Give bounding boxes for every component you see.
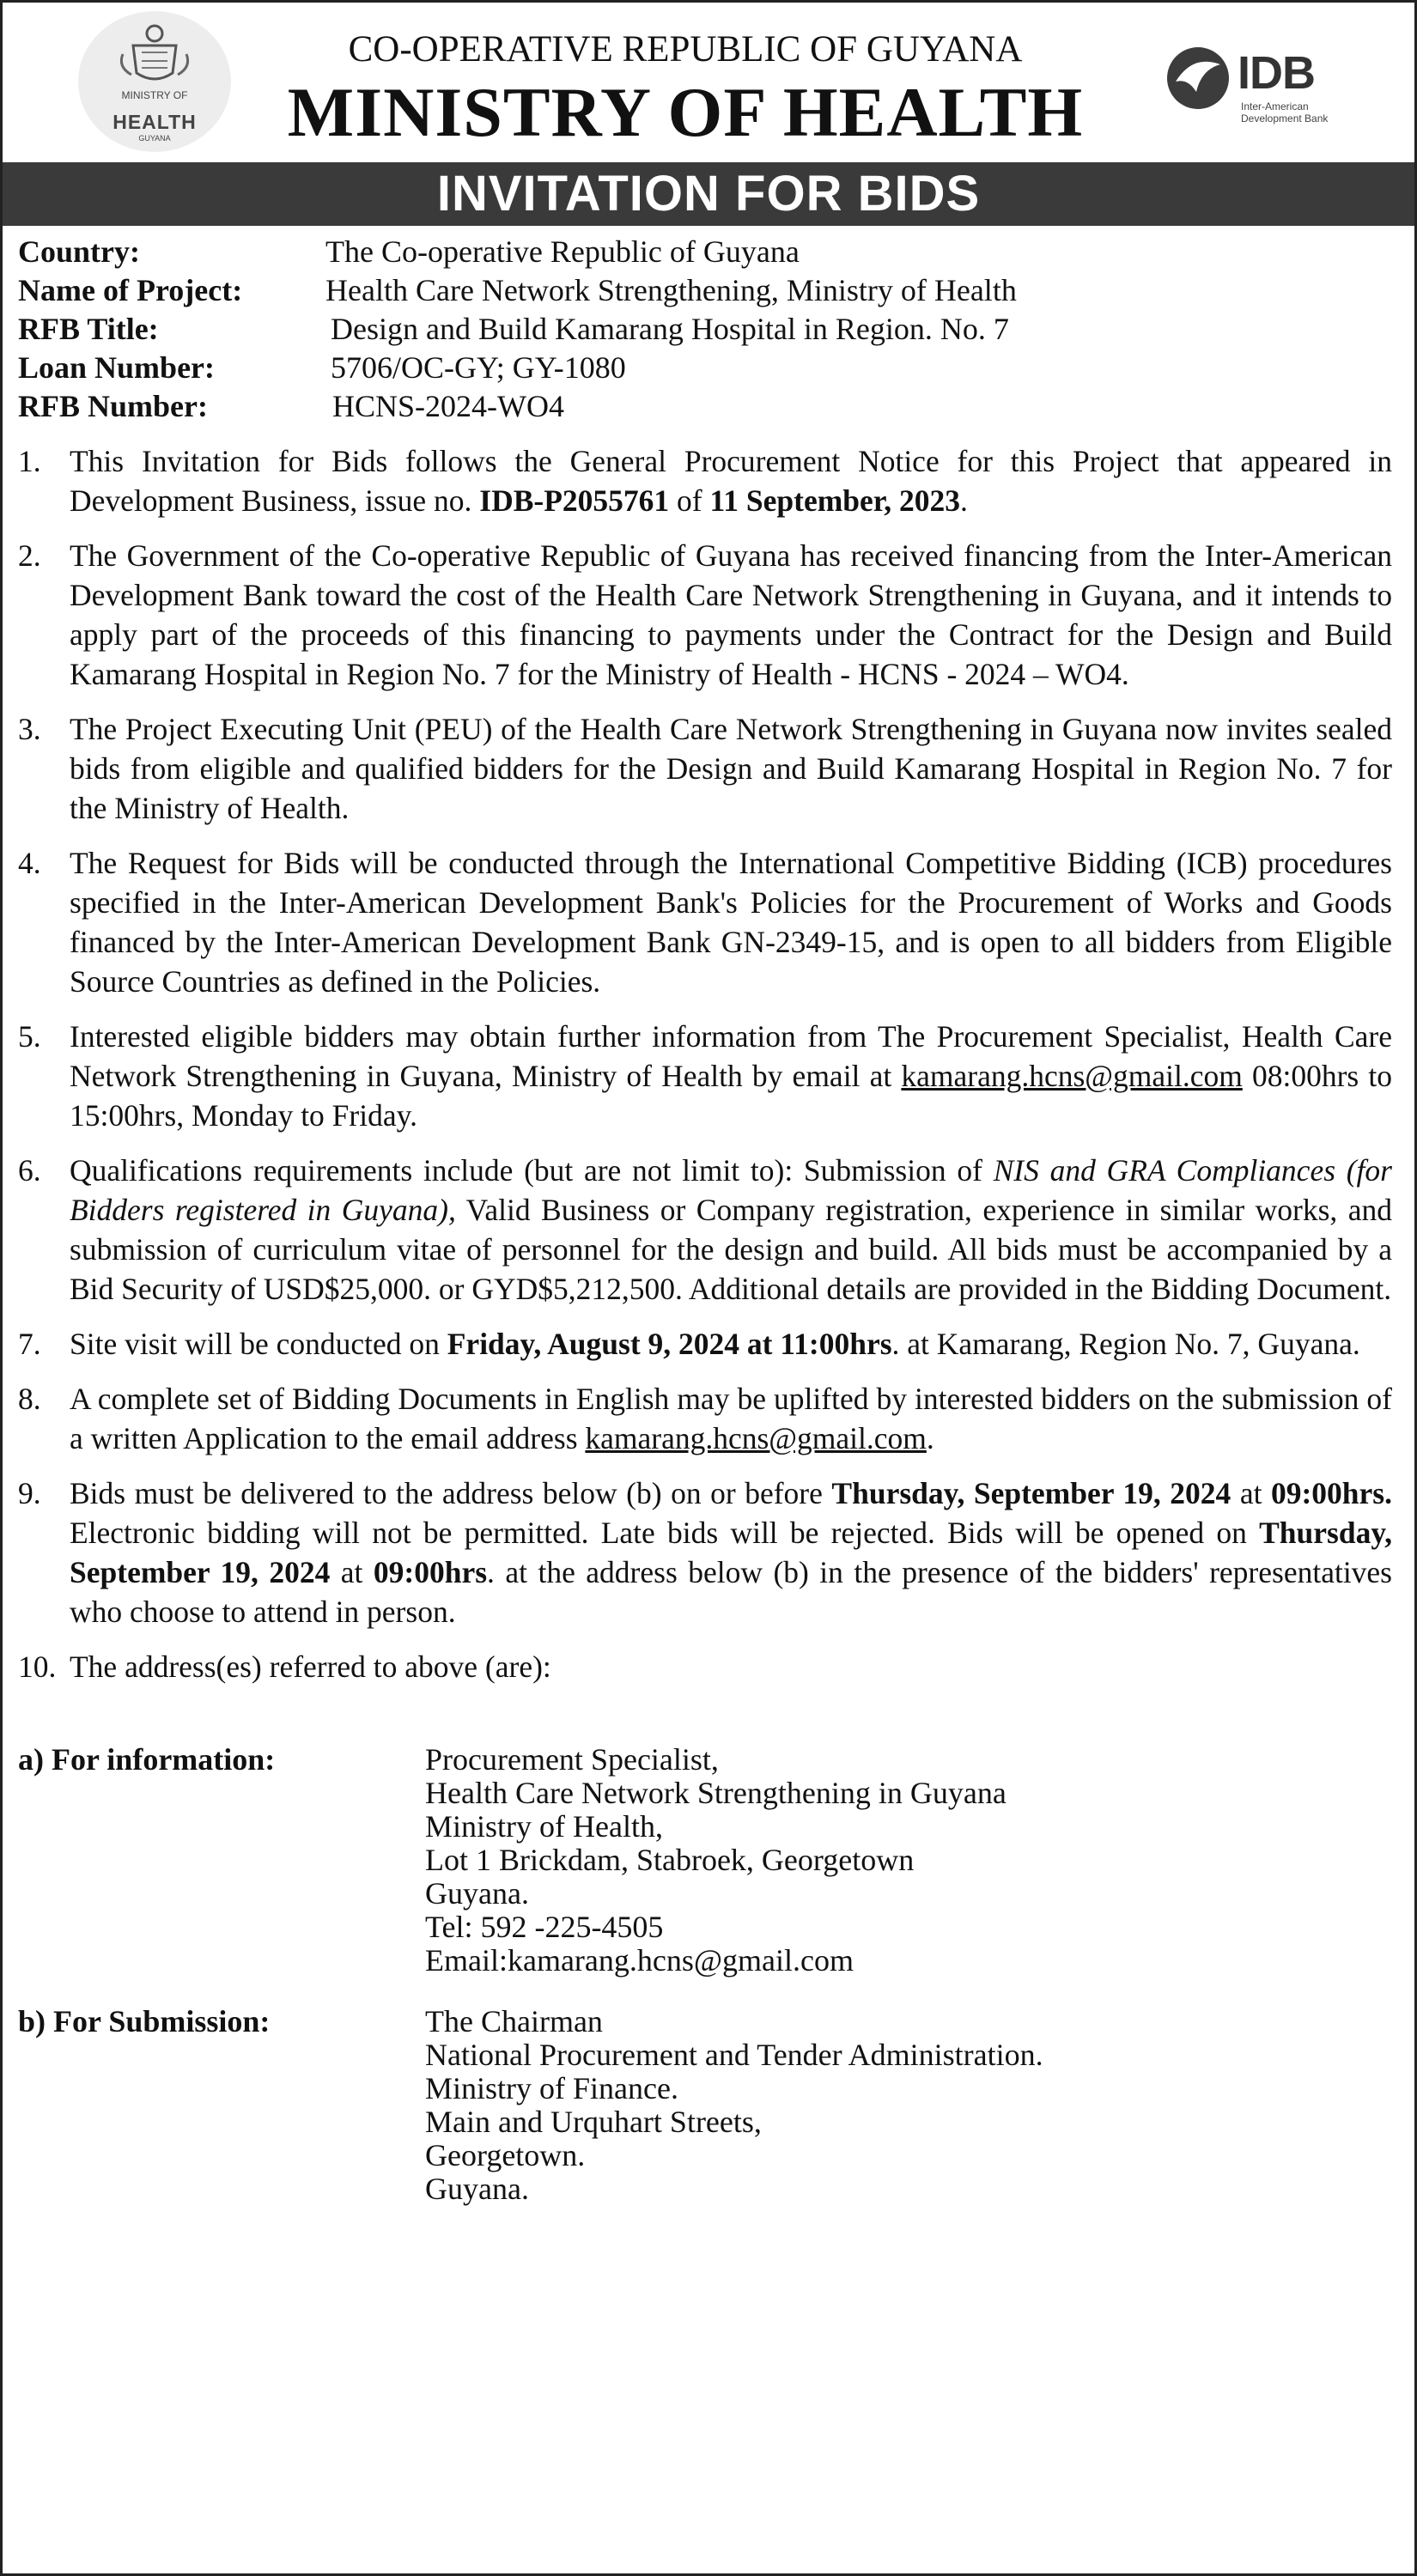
text-span: at	[1231, 1476, 1271, 1510]
text-span: Valid Business or Company registration, experience in similar works, and submission of curriculum vitae of personnel for the design and build. All bids must be accompanied by a Bid Security of USD$25,000. or GYD$5,212,500. Additional details are provided in the Bidding Document.	[70, 1193, 1392, 1306]
address-label: a) For information:	[18, 1742, 276, 1777]
text-span: at	[330, 1555, 374, 1589]
idb-logo	[1164, 44, 1353, 147]
address-line: Tel: 592 -225-4505	[425, 1910, 664, 1944]
clause-9	[18, 1473, 1392, 1631]
address-lines	[425, 2005, 1392, 2206]
text-span: 08:00hrs to 15:00hrs, Monday to Friday.	[70, 1059, 1393, 1133]
clause-text	[70, 1379, 1392, 1458]
email-link[interactable]: kamarang.hcns@gmail.com	[901, 1059, 1243, 1093]
address-line: Email:kamarang.hcns@gmail.com	[425, 1943, 854, 1978]
address-line: Ministry of Finance.	[425, 2071, 678, 2105]
address-line: Procurement Specialist,	[425, 1742, 719, 1777]
clause-number: 7.	[18, 1327, 41, 1361]
text-span: Electronic bidding will not be permitted. Late bids will be rejected. Bids will be opened on	[70, 1516, 1260, 1550]
address-lines	[425, 1743, 1392, 1978]
idb-subtitle-line-1: Inter-American	[1241, 100, 1309, 112]
meta-row-country	[18, 233, 1392, 271]
text-span: This Invitation for Bids follows the General Procurement Notice for this Project that appeared in Development Business, issue no.	[70, 444, 1392, 518]
clause-7	[18, 1324, 1392, 1364]
clause-number: 5.	[18, 1019, 41, 1054]
clause-text	[70, 1324, 1392, 1364]
meta-value: 5706/OC-GY; GY-1080	[331, 350, 626, 385]
address-submission	[18, 2005, 1392, 2206]
clause-text: The address(es) referred to above (are):	[70, 1649, 551, 1684]
text-span: Site visit will be conducted on	[70, 1327, 447, 1361]
logo-health-text: HEALTH	[113, 111, 197, 133]
text-span: of	[669, 483, 710, 518]
text-span: Bids must be delivered to the address below (b) on or before	[70, 1476, 832, 1510]
header	[3, 3, 1414, 162]
idb-mark-icon	[1164, 44, 1232, 112]
deadline-date: Thursday, September 19, 2024	[831, 1476, 1232, 1510]
address-line: Guyana.	[425, 1876, 529, 1911]
idb-subtitle-line-2: Development Bank	[1241, 112, 1329, 125]
text-span: . at the address below (b) in the presence of the bidders' representatives who choose to attend in person.	[70, 1555, 1392, 1629]
clause-number: 9.	[18, 1476, 41, 1510]
idb-subtitle	[1241, 100, 1361, 125]
clause-number: 6.	[18, 1153, 41, 1188]
address-line: Main and Urquhart Streets,	[425, 2105, 762, 2139]
meta-row-project-name	[18, 271, 1392, 310]
meta-row-rfb-number	[18, 387, 1392, 426]
clause-number: 8.	[18, 1382, 41, 1416]
meta-row-rfb-title	[18, 310, 1392, 349]
clause-text	[70, 1473, 1392, 1631]
site-visit-date: Friday, August 9, 2024 at 11:00hrs	[447, 1327, 892, 1361]
clause-8	[18, 1379, 1392, 1458]
meta-label: Name of Project:	[18, 273, 243, 307]
clause-text: The Request for Bids will be conducted through the International Competitive Bidding (ICB) procedures specified in the Inter-American Development Bank's Policies for the Procurement of Works and Goods financed by the Inter-American Development Bank GN-2349-15, and is open to all bidders from Eligible Source Countries as defined in the Policies.	[70, 846, 1392, 999]
clause-number: 4.	[18, 846, 41, 880]
meta-label: RFB Number:	[18, 389, 208, 423]
email-link[interactable]: kamarang.hcns@gmail.com	[585, 1421, 927, 1455]
address-line: Guyana.	[425, 2172, 529, 2206]
text-span: . at Kamarang, Region No. 7, Guyana.	[891, 1327, 1360, 1361]
meta-row-loan-number	[18, 349, 1392, 387]
country-heading: CO-OPERATIVE REPUBLIC OF GUYANA	[348, 29, 1023, 70]
clause-number: 3.	[18, 712, 41, 746]
ministry-heading: MINISTRY OF HEALTH	[287, 73, 1084, 151]
compliance-text: NIS and GRA Compliances (for Bidders registered in Guyana),	[70, 1153, 1392, 1227]
opening-date: Thursday, September 19, 2024	[70, 1516, 1392, 1589]
address-line: Lot 1 Brickdam, Stabroek, Georgetown	[425, 1843, 915, 1877]
clause-text	[70, 1151, 1392, 1309]
meta-label: Loan Number:	[18, 350, 216, 385]
address-line: Ministry of Health,	[425, 1809, 663, 1844]
text-span: .	[926, 1421, 934, 1455]
clause-10	[18, 1647, 1392, 1686]
clause-4	[18, 843, 1392, 1001]
clause-text: The Government of the Co-operative Republic of Guyana has received financing from the Inter-American Development Bank toward the cost of the Health Care Network Strengthening in Guyana, and it intends to apply part of the proceeds of this financing to payments under the Contract for the Design and Build Kamarang Hospital in Region No. 7 for the Ministry of Health - HCNS - 2024 – WO4.	[70, 538, 1392, 691]
logo-ministry-of-text: MINISTRY OF	[121, 89, 188, 101]
address-label: b) For Submission:	[18, 2004, 271, 2038]
notice-body	[3, 233, 1414, 2206]
clause-text	[70, 441, 1392, 520]
project-details	[18, 233, 1392, 426]
text-span: .	[960, 483, 968, 518]
meta-value: HCNS-2024-WO4	[332, 389, 564, 423]
meta-value: Design and Build Kamarang Hospital in Region. No. 7	[331, 312, 1009, 346]
logo-guyana-text: GUYANA	[138, 134, 171, 143]
idb-wordmark: IDB	[1238, 47, 1315, 99]
clause-5	[18, 1017, 1392, 1135]
text-span: Qualifications requirements include (but are not limit to): Submission of	[70, 1153, 994, 1188]
address-line: The Chairman	[425, 2004, 603, 2038]
address-line: Health Care Network Strengthening in Guyana	[425, 1776, 1006, 1810]
clause-number: 1.	[18, 444, 41, 478]
deadline-time: 09:00hrs.	[1270, 1476, 1392, 1510]
clause-1	[18, 441, 1392, 520]
clause-2	[18, 536, 1392, 694]
meta-label: Country:	[18, 234, 140, 269]
meta-label: RFB Title:	[18, 312, 159, 346]
clause-text	[70, 1017, 1392, 1135]
numbered-clauses	[18, 441, 1392, 1686]
meta-value: Health Care Network Strengthening, Ministry of Health	[325, 273, 1017, 307]
notice-id: IDB-P2055761	[479, 483, 670, 518]
opening-time: 09:00hrs	[373, 1555, 488, 1589]
clause-3	[18, 709, 1392, 828]
clause-number: 10.	[18, 1649, 57, 1684]
meta-value: The Co-operative Republic of Guyana	[325, 234, 800, 269]
address-information	[18, 1743, 1392, 1978]
clause-text: The Project Executing Unit (PEU) of the Health Care Network Strengthening in Guyana now invites sealed bids from eligible and qualified bidders for the Design and Build Kamarang Hospital in Region No. 7 for the Ministry of Health.	[70, 712, 1392, 825]
notice-date: 11 September, 2023	[709, 483, 961, 518]
text-span: A complete set of Bidding Documents in English may be uplifted by interested bidders on the submission of a written Application to the email address	[70, 1382, 1392, 1455]
address-line: Georgetown.	[425, 2138, 586, 2172]
address-line: National Procurement and Tender Administration.	[425, 2038, 1043, 2072]
invitation-banner: INVITATION FOR BIDS	[3, 162, 1414, 226]
clause-number: 2.	[18, 538, 41, 573]
text-span: Interested eligible bidders may obtain further information from The Procurement Specialist, Health Care Network Strengthening in Guyana, Ministry of Health by email at	[70, 1019, 1392, 1093]
clause-6	[18, 1151, 1392, 1309]
